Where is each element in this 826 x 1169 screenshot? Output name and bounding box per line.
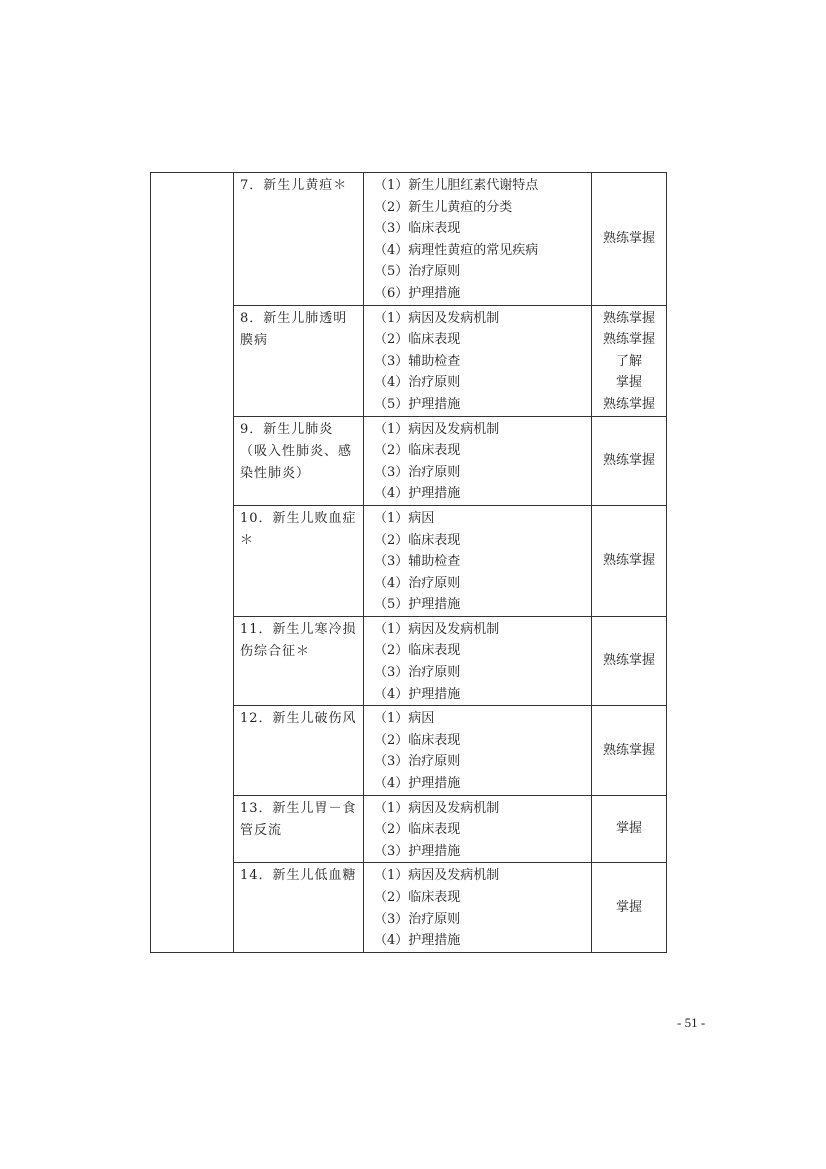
content-cell — [364, 416, 592, 505]
level-item: 掌握 — [615, 375, 642, 391]
content-item: （2）临床表现 — [374, 443, 461, 459]
content-cell — [364, 505, 592, 616]
content-item: （5）护理措施 — [374, 396, 461, 412]
level-cell: 掌握 — [592, 795, 667, 863]
content-item: （4）护理措施 — [374, 686, 461, 702]
level-cell: 熟练掌握 — [592, 616, 667, 705]
content-item: （2）临床表现 — [374, 732, 461, 748]
content-item: （4）护理措施 — [374, 776, 461, 792]
level-cell: 掌握 — [592, 863, 667, 952]
topic-cell: 10．新生儿败血症＊ — [234, 505, 364, 616]
content-item: （3）辅助检查 — [374, 353, 461, 369]
topic-cell: 7．新生儿黄疸＊ — [234, 173, 364, 306]
table-row — [151, 173, 667, 306]
content-item: （1）病因 — [374, 711, 435, 727]
content-item: （3）治疗原则 — [374, 665, 461, 681]
content-item: （6）护理措施 — [374, 285, 461, 301]
content-item: （2）临床表现 — [374, 643, 461, 659]
content-item: （2）临床表现 — [374, 532, 461, 548]
content-item: （1）病因 — [374, 510, 435, 526]
content-item: （4）治疗原则 — [374, 375, 461, 391]
content-item: （1）病因及发病机制 — [374, 310, 500, 326]
content-item: （1）病因及发病机制 — [374, 621, 500, 637]
content-item: （4）治疗原则 — [374, 575, 461, 591]
content-item: （4）病理性黄疸的常见疾病 — [374, 242, 539, 258]
level-item: 了解 — [615, 353, 642, 369]
content-item: （5）治疗原则 — [374, 264, 461, 280]
level-cell: 熟练掌握 — [592, 416, 667, 505]
content-item: （4）护理措施 — [374, 486, 461, 502]
content-cell — [364, 616, 592, 705]
content-cell — [364, 173, 592, 306]
content-item: （3）临床表现 — [374, 221, 461, 237]
topic-cell: 9．新生儿肺炎（吸入性肺炎、感染性肺炎） — [234, 416, 364, 505]
syllabus-table — [150, 172, 667, 953]
content-item: （3）治疗原则 — [374, 464, 461, 480]
content-item: （4）护理措施 — [374, 933, 461, 949]
content-item: （3）治疗原则 — [374, 911, 461, 927]
content-item: （2）临床表现 — [374, 332, 461, 348]
content-item: （1）病因及发病机制 — [374, 421, 500, 437]
topic-cell: 8．新生儿肺透明膜病 — [234, 305, 364, 416]
level-cell — [592, 305, 667, 416]
level-item: 熟练掌握 — [602, 396, 655, 412]
content-item: （3）辅助检查 — [374, 554, 461, 570]
topic-cell: 11．新生儿寒冷损伤综合征＊ — [234, 616, 364, 705]
level-item: 熟练掌握 — [602, 310, 655, 326]
content-cell — [364, 305, 592, 416]
content-cell — [364, 706, 592, 795]
content-cell — [364, 863, 592, 952]
level-cell: 熟练掌握 — [592, 706, 667, 795]
unit-cell — [151, 173, 234, 953]
page-number: - 51 - — [677, 1015, 706, 1030]
level-cell: 熟练掌握 — [592, 505, 667, 616]
level-cell: 熟练掌握 — [592, 173, 667, 306]
topic-cell: 13．新生儿胃－食管反流 — [234, 795, 364, 863]
content-item: （5）护理措施 — [374, 597, 461, 613]
content-item: （1）病因及发病机制 — [374, 800, 500, 816]
content-cell — [364, 795, 592, 863]
content-item: （2）新生儿黄疸的分类 — [374, 199, 513, 215]
content-item: （3）治疗原则 — [374, 754, 461, 770]
topic-cell: 14．新生儿低血糖 — [234, 863, 364, 952]
content-item: （1）新生儿胆红素代谢特点 — [374, 178, 539, 193]
content-item: （1）病因及发病机制 — [374, 868, 500, 884]
content-item: （3）护理措施 — [374, 843, 461, 859]
content-item: （2）临床表现 — [374, 890, 461, 905]
content-item: （2）临床表现 — [374, 822, 461, 838]
level-item: 熟练掌握 — [602, 332, 655, 348]
topic-cell: 12．新生儿破伤风 — [234, 706, 364, 795]
